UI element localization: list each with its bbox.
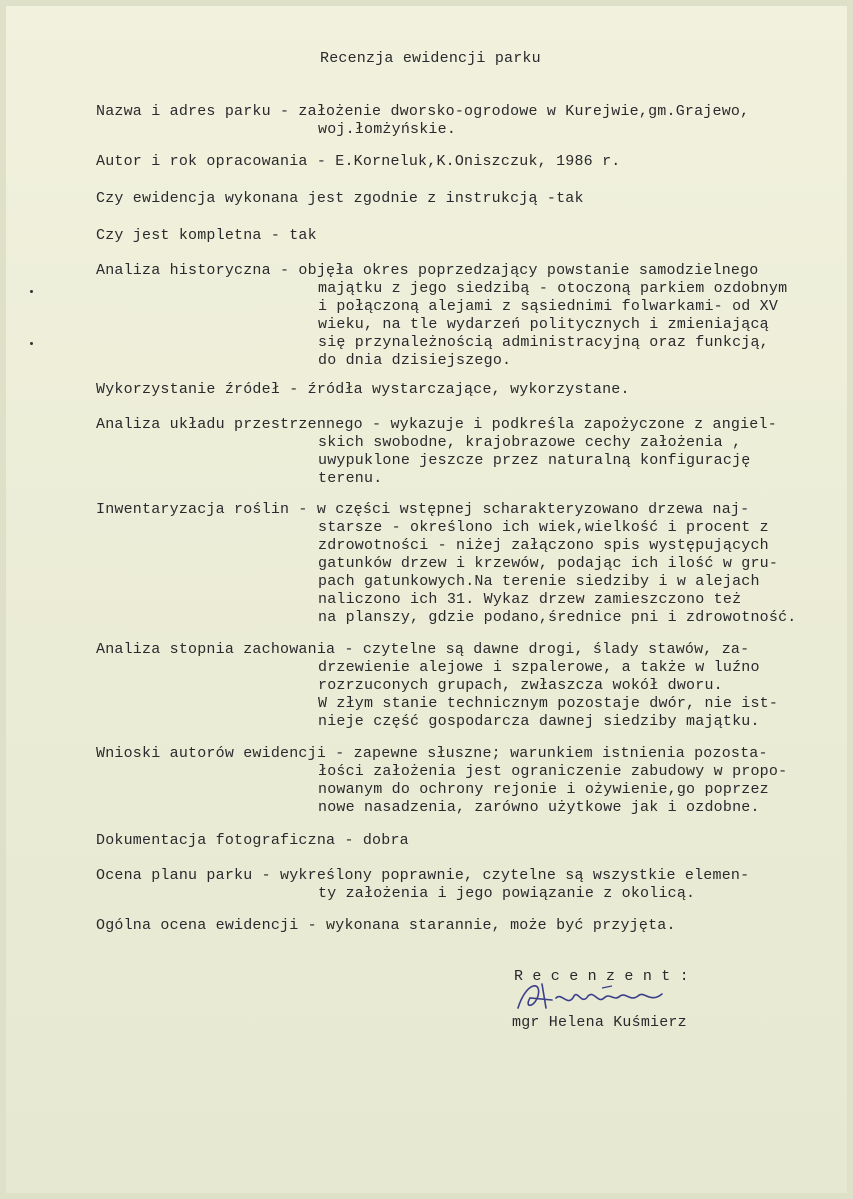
reviewer-label: R e c e n z e n t : [514, 968, 689, 985]
text-line-layout-4: terenu. [318, 470, 383, 487]
text-line-name-address-1: Nazwa i adres parku - założenie dworsko-ogrodowe w Kurejwie,gm.Grajewo, [96, 103, 750, 120]
text-line-history-2: majątku z jego siedzibą - otoczoną parkiem ozdobnym [318, 280, 788, 297]
text-line-preservation-4: W złym stanie technicznym pozostaje dwór, nie ist- [318, 695, 779, 712]
text-line-history-6: do dnia dzisiejszego. [318, 352, 512, 369]
text-line-inventory-6: naliczono ich 31. Wykaz drzew zamieszczono też [318, 591, 742, 608]
text-line-author: Autor i rok opracowania - E.Korneluk,K.Oniszczuk, 1986 r. [96, 153, 621, 170]
text-line-history-3: i połączoną alejami z sąsiednimi folwarkami- od XV [318, 298, 779, 315]
margin-dot [30, 342, 33, 345]
text-line-plan-2: ty założenia i jego powiązanie z okolicą. [318, 885, 696, 902]
text-line-instruction: Czy ewidencja wykonana jest zgodnie z instrukcją -tak [96, 190, 584, 207]
text-line-name-address-2: woj.łomżyńskie. [318, 121, 457, 138]
text-line-preservation-2: drzewienie alejowe i szpalerowe, a także w luźno [318, 659, 760, 676]
text-line-history-1: Analiza historyczna - objęła okres poprzedzający powstanie samodzielnego [96, 262, 759, 279]
text-line-history-5: się przynależnością administracyjną oraz funkcją, [318, 334, 769, 351]
text-line-layout-3: uwypuklone jeszcze przez naturalną konfigurację [318, 452, 751, 469]
text-line-conclusions-1: Wnioski autorów ewidencji - zapewne słuszne; warunkiem istnienia pozosta- [96, 745, 768, 762]
text-line-conclusions-4: nowe nasadzenia, zarówno użytkowe jak i ozdobne. [318, 799, 760, 816]
text-line-photo-docs: Dokumentacja fotograficzna - dobra [96, 832, 409, 849]
text-line-inventory-7: na planszy, gdzie podano,średnice pni i zdrowotność. [318, 609, 797, 626]
text-line-conclusions-2: łości założenia jest ograniczenie zabudowy w propo- [318, 763, 788, 780]
text-line-history-4: wieku, na tle wydarzeń politycznych i zmieniającą [318, 316, 769, 333]
text-line-inventory-5: pach gatunkowych.Na terenie siedziby i w alejach [318, 573, 760, 590]
margin-dot [30, 290, 33, 293]
text-line-inventory-3: zdrowotności - niżej załączono spis występujących [318, 537, 769, 554]
text-line-overall: Ogólna ocena ewidencji - wykonana starannie, może być przyjęta. [96, 917, 676, 934]
reviewer-name: mgr Helena Kuśmierz [512, 1014, 687, 1031]
text-line-layout-1: Analiza układu przestrzennego - wykazuje i podkreśla zapożyczone z angiel- [96, 416, 777, 433]
text-line-preservation-3: rozrzuconych grupach, zwłaszcza wokół dworu. [318, 677, 723, 694]
text-line-sources: Wykorzystanie źródeł - źródła wystarczające, wykorzystane. [96, 381, 630, 398]
text-line-inventory-4: gatunków drzew i krzewów, podając ich ilość w gru- [318, 555, 779, 572]
text-line-preservation-1: Analiza stopnia zachowania - czytelne są dawne drogi, ślady stawów, za- [96, 641, 750, 658]
text-line-layout-2: skich swobodne, krajobrazowe cechy założenia , [318, 434, 742, 451]
handwritten-signature [512, 978, 692, 1014]
text-line-preservation-5: nieje część gospodarcza dawnej siedziby majątku. [318, 713, 760, 730]
text-line-conclusions-3: nowanym do ochrony rejonie i ożywienie,go poprzez [318, 781, 769, 798]
document-title: Recenzja ewidencji parku [320, 50, 541, 67]
text-line-complete: Czy jest kompletna - tak [96, 227, 317, 244]
text-line-inventory-1: Inwentaryzacja roślin - w części wstępnej scharakteryzowano drzewa naj- [96, 501, 750, 518]
text-line-inventory-2: starsze - określono ich wiek,wielkość i procent z [318, 519, 769, 536]
text-line-plan-1: Ocena planu parku - wykreślony poprawnie, czytelne są wszystkie elemen- [96, 867, 750, 884]
